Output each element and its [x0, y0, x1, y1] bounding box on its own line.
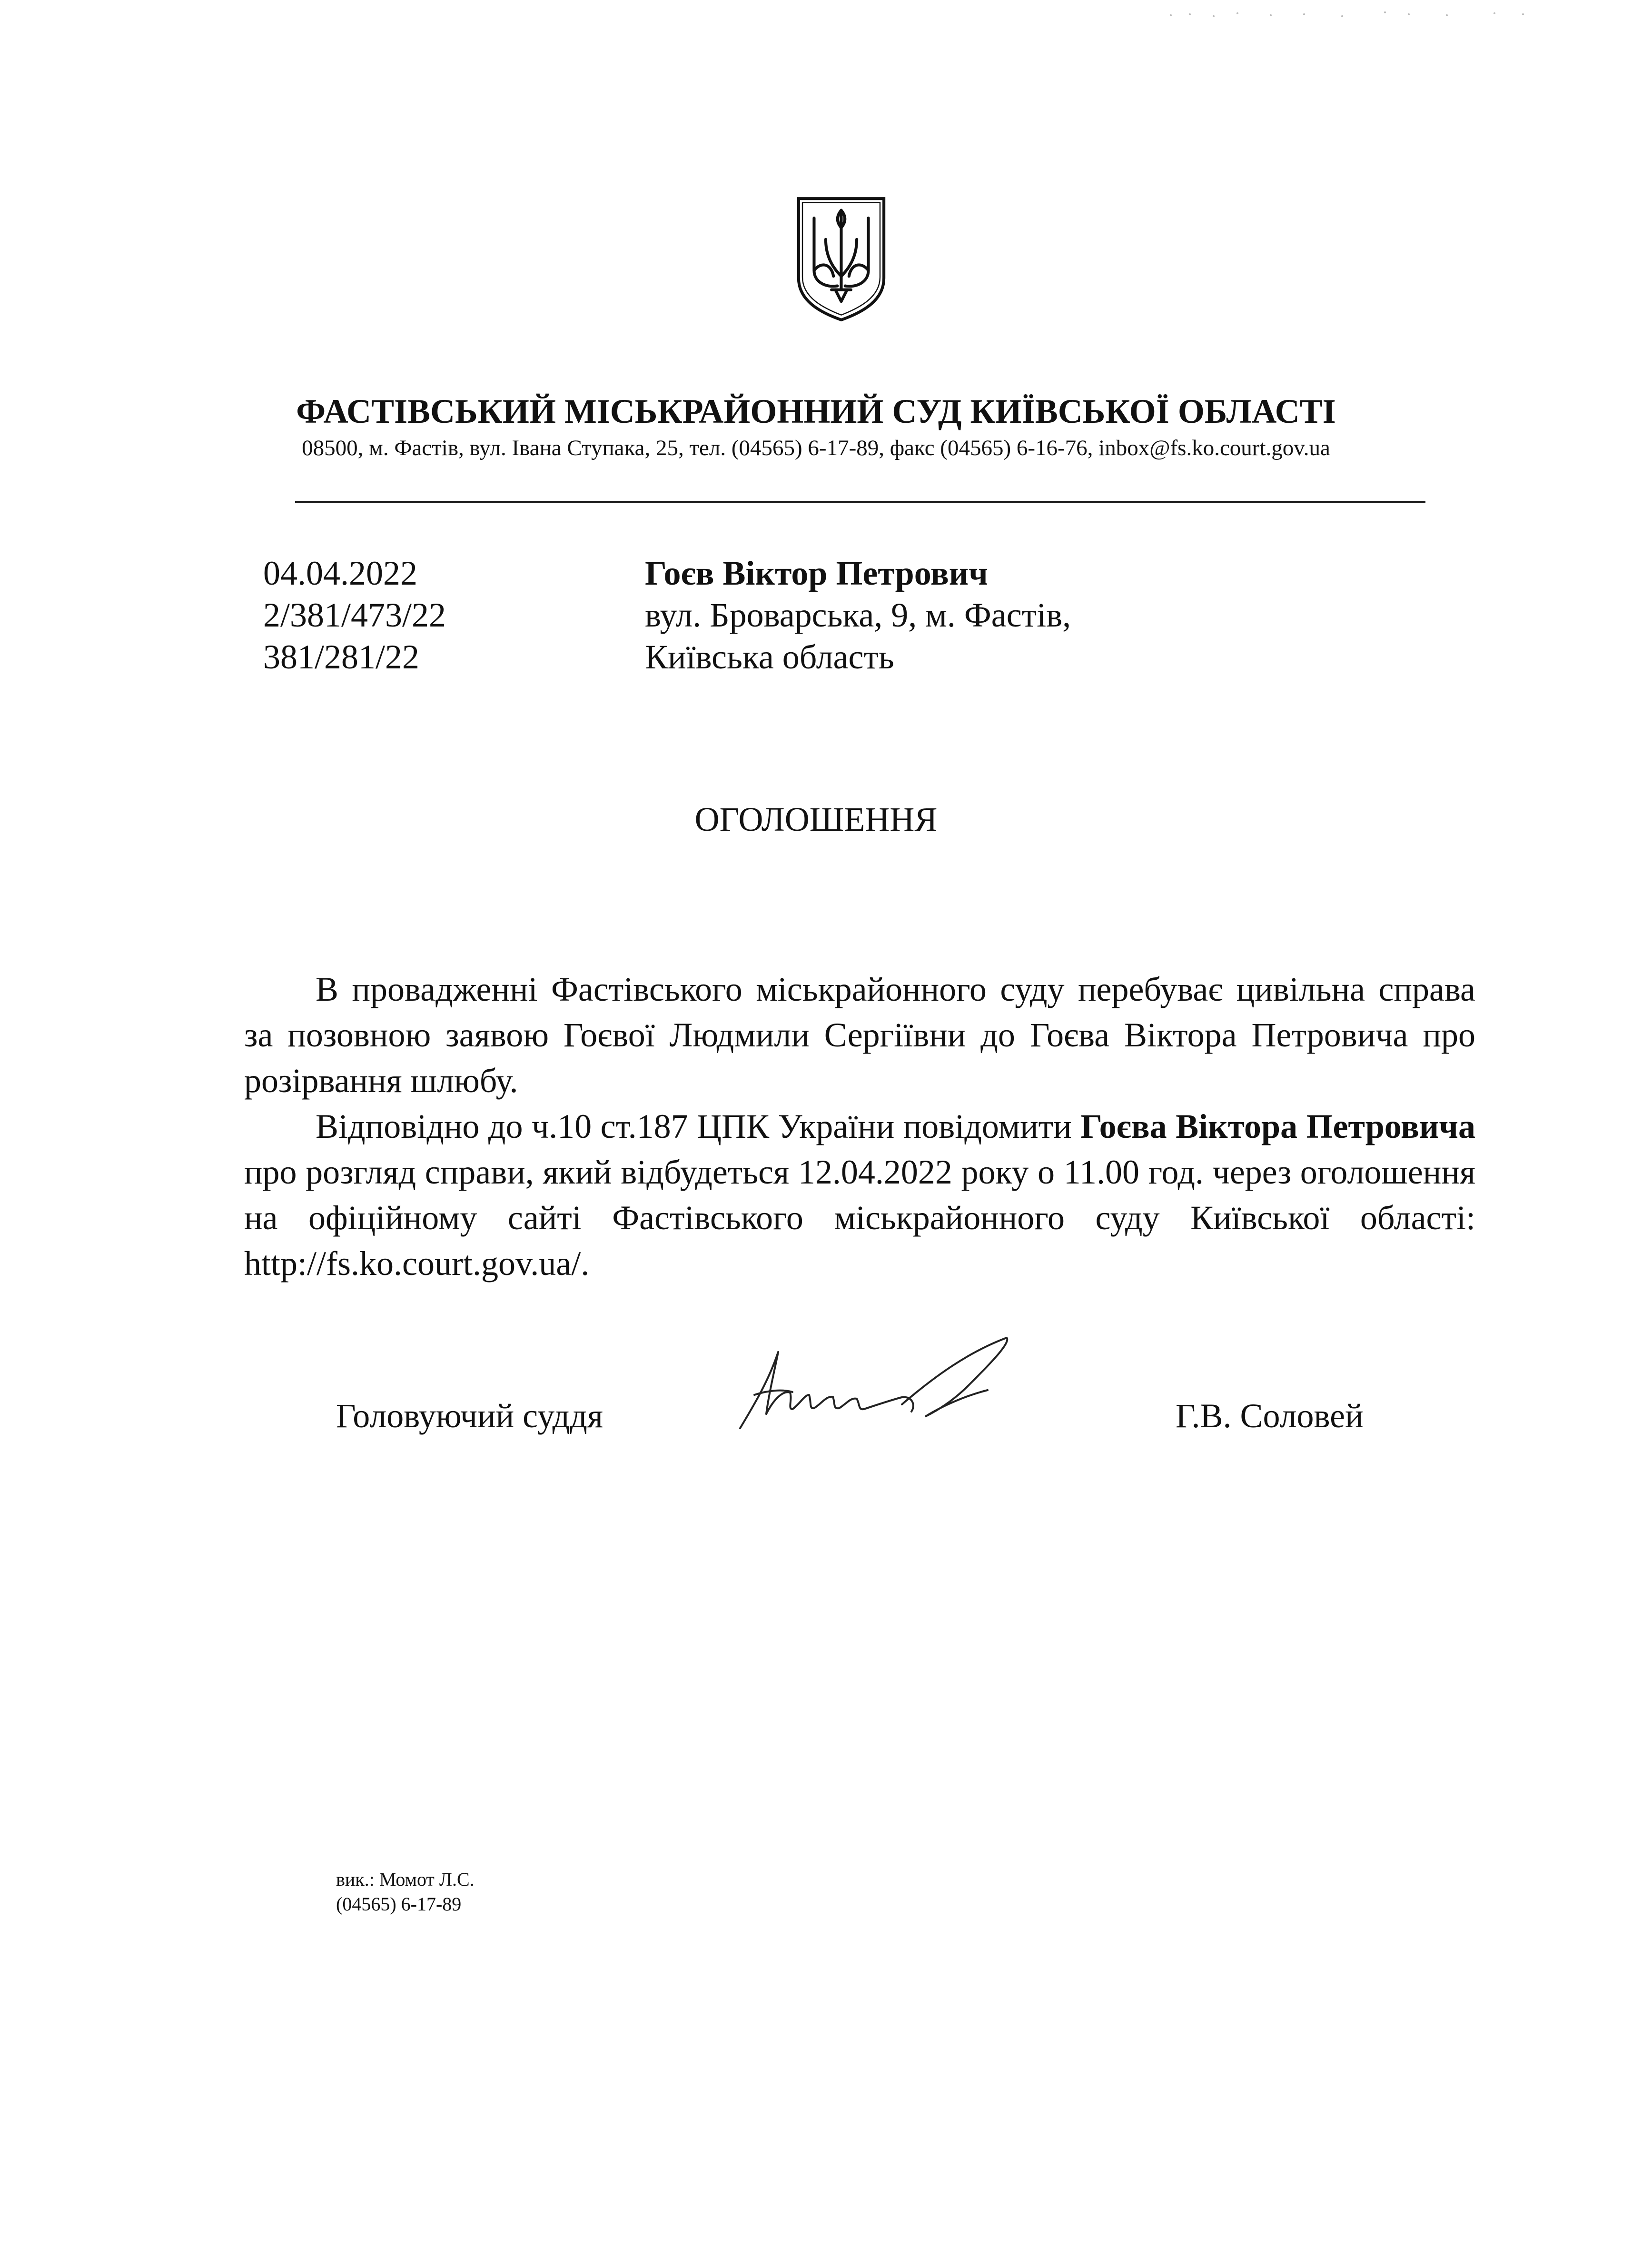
body-paragraph-1: В провадженні Фастівського міськрайонного суду перебуває цивільна справа за позовною заявою Гоєвої Людмили Сергіївни до Гоєва Віктора Петровича про розірвання шлюбу. [244, 970, 1475, 1100]
proceeding-number: 381/281/22 [263, 638, 420, 676]
trident-coat-of-arms-icon [792, 193, 890, 324]
handwritten-signature-icon [721, 1333, 1045, 1442]
case-number: 2/381/473/22 [263, 596, 446, 634]
executor-phone: (04565) 6-17-89 [336, 1893, 462, 1915]
body-paragraph-2-bold-name: Гоєва Віктора Петровича [1080, 1107, 1475, 1145]
signer-role: Головуючий суддя [336, 1397, 603, 1435]
announcement-body [244, 966, 1475, 1286]
court-name: ФАСТІВСЬКИЙ МІСЬКРАЙОННИЙ СУД КИЇВСЬКОЇ ОБЛАСТІ [296, 392, 1336, 430]
court-contacts: 08500, м. Фастів, вул. Івана Ступака, 25, тел. (04565) 6-17-89, факс (04565) 6-16-76, inbox@fs.ko.court.gov.ua [302, 436, 1330, 460]
executor-label: вик.: Момот Л.С. [336, 1869, 475, 1890]
signer-name: Г.В. Соловей [1176, 1397, 1364, 1435]
header-divider [295, 501, 1425, 503]
addressee-name: Гоєв Віктор Петрович [645, 554, 988, 592]
document-title: ОГОЛОШЕННЯ [694, 800, 938, 838]
executor-block [336, 1867, 475, 1917]
body-paragraph-2-start: Відповідно до ч.10 ст.187 ЦПК України повідомити [316, 1107, 1081, 1145]
addressee-address-line1: вул. Броварська, 9, м. Фастів, [645, 596, 1071, 634]
document-date: 04.04.2022 [263, 554, 417, 592]
addressee-block [645, 552, 1071, 678]
body-paragraph-2 [244, 1104, 1475, 1286]
scan-noise [1161, 6, 1533, 20]
reference-block [263, 552, 446, 678]
body-paragraph-2-end: про розгляд справи, який відбудеться 12.04.2022 року о 11.00 год. через оголошення на офіційному сайті Фастівського міськрайонного суду Київської області: http://fs.ko.court.gov.ua/. [244, 1153, 1475, 1283]
addressee-address-line2: Київська область [645, 638, 894, 676]
